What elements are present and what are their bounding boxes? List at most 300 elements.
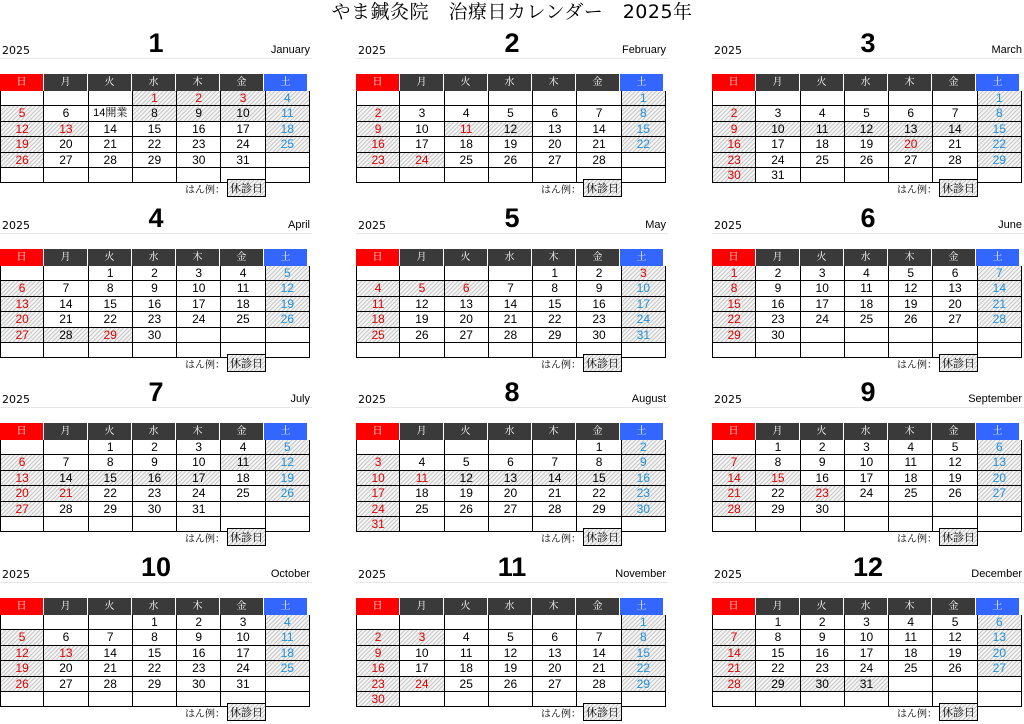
day-cell xyxy=(489,266,533,281)
day-cell: 16 xyxy=(133,297,177,312)
day-cell: 21 xyxy=(933,137,977,152)
week-row xyxy=(0,266,310,281)
month-english-name: May xyxy=(645,219,666,231)
week-row xyxy=(356,122,666,137)
weekday-label: 水 xyxy=(132,249,176,266)
day-cell: 2 xyxy=(177,91,221,106)
day-cell xyxy=(622,343,666,358)
day-cell xyxy=(978,677,1022,692)
day-cell: 25 xyxy=(889,486,933,501)
month-year: 2025 xyxy=(2,568,30,581)
day-cell xyxy=(266,677,310,692)
day-cell: 20 xyxy=(44,661,88,676)
day-cell: 5 xyxy=(266,440,310,455)
day-cell: 11 xyxy=(445,646,489,661)
day-cell xyxy=(89,517,133,532)
day-cell: 3 xyxy=(221,91,265,106)
day-cell: 2 xyxy=(801,615,845,630)
day-cell: 30 xyxy=(801,502,845,517)
weekday-label: 日 xyxy=(356,598,400,615)
month-number: 11 xyxy=(497,552,527,582)
day-cell xyxy=(445,440,489,455)
day-cell: 12 xyxy=(489,122,533,137)
day-cell: 17 xyxy=(756,137,800,152)
day-cell xyxy=(978,692,1022,707)
month-year: 2025 xyxy=(358,393,386,406)
day-cell xyxy=(400,517,444,532)
day-cell: 28 xyxy=(489,328,533,343)
day-cell: 8 xyxy=(978,106,1022,121)
day-cell: 11 xyxy=(266,106,310,121)
day-cell xyxy=(266,328,310,343)
day-cell: 13 xyxy=(44,646,88,661)
week-row xyxy=(712,106,1022,121)
month-number: 7 xyxy=(148,377,164,407)
day-cell: 9 xyxy=(177,106,221,121)
day-cell: 1 xyxy=(978,91,1022,106)
day-cell: 31 xyxy=(356,517,400,532)
day-grid xyxy=(0,91,310,183)
day-cell: 3 xyxy=(756,106,800,121)
weekday-label: 土 xyxy=(976,249,1020,266)
day-cell: 1 xyxy=(89,266,133,281)
day-cell: 8 xyxy=(133,106,177,121)
day-cell xyxy=(756,692,800,707)
day-cell: 28 xyxy=(89,677,133,692)
day-cell: 13 xyxy=(445,297,489,312)
day-grid xyxy=(356,615,666,707)
day-grid xyxy=(712,615,1022,707)
day-cell: 22 xyxy=(622,137,666,152)
day-cell xyxy=(400,266,444,281)
week-row xyxy=(0,677,310,692)
day-cell: 9 xyxy=(712,122,756,137)
day-cell xyxy=(0,168,44,183)
weekday-label: 月 xyxy=(400,74,444,91)
day-cell xyxy=(445,692,489,707)
day-cell xyxy=(221,328,265,343)
weekday-label: 火 xyxy=(800,249,844,266)
day-cell: 23 xyxy=(756,312,800,327)
legend-label: はん例： xyxy=(185,184,225,196)
weekday-header xyxy=(0,249,312,266)
day-cell: 14 xyxy=(89,646,133,661)
day-cell: 22 xyxy=(533,312,577,327)
week-row xyxy=(0,328,310,343)
weekday-label: 木 xyxy=(176,423,220,440)
day-cell xyxy=(489,692,533,707)
weekday-label: 月 xyxy=(400,249,444,266)
day-cell: 1 xyxy=(622,615,666,630)
day-cell xyxy=(0,343,44,358)
day-cell: 18 xyxy=(266,646,310,661)
day-cell: 31 xyxy=(845,677,889,692)
weekday-label: 日 xyxy=(712,74,756,91)
day-cell xyxy=(933,502,977,517)
day-cell: 30 xyxy=(356,692,400,707)
day-cell: 2 xyxy=(756,266,800,281)
month-calendar xyxy=(356,373,668,545)
day-cell: 3 xyxy=(356,455,400,470)
day-grid xyxy=(356,266,666,358)
day-cell: 10 xyxy=(400,646,444,661)
day-cell xyxy=(712,517,756,532)
weekday-header xyxy=(0,423,312,440)
day-cell: 29 xyxy=(133,153,177,168)
weekday-label: 月 xyxy=(756,423,800,440)
day-cell: 17 xyxy=(221,122,265,137)
day-cell xyxy=(933,91,977,106)
day-grid xyxy=(712,91,1022,183)
weekday-label: 月 xyxy=(44,74,88,91)
legend xyxy=(185,703,266,721)
day-cell: 14 xyxy=(712,471,756,486)
day-cell: 17 xyxy=(400,661,444,676)
day-cell: 3 xyxy=(801,266,845,281)
day-cell: 12 xyxy=(489,646,533,661)
day-cell: 15 xyxy=(89,297,133,312)
day-cell: 18 xyxy=(801,137,845,152)
day-cell xyxy=(978,343,1022,358)
day-cell: 7 xyxy=(89,630,133,645)
day-cell: 24 xyxy=(400,677,444,692)
weekday-label: 土 xyxy=(620,249,664,266)
legend-label: はん例： xyxy=(897,533,937,545)
legend-label: はん例： xyxy=(897,708,937,720)
weekday-header xyxy=(356,249,668,266)
day-cell: 13 xyxy=(533,122,577,137)
day-cell: 6 xyxy=(489,455,533,470)
day-cell: 27 xyxy=(44,677,88,692)
month-english-name: August xyxy=(631,393,666,405)
day-cell: 24 xyxy=(756,153,800,168)
day-cell: 2 xyxy=(356,106,400,121)
legend-closed-swatch: 休診日 xyxy=(583,179,622,197)
legend xyxy=(897,703,978,721)
day-cell: 22 xyxy=(89,486,133,501)
day-cell xyxy=(622,692,666,707)
week-row xyxy=(712,502,1022,517)
weekday-label: 木 xyxy=(176,598,220,615)
weekday-label: 土 xyxy=(620,423,664,440)
weekday-label: 水 xyxy=(488,74,532,91)
day-cell: 4 xyxy=(889,615,933,630)
weekday-label: 木 xyxy=(532,423,576,440)
day-cell: 5 xyxy=(933,440,977,455)
day-cell: 13 xyxy=(44,122,88,137)
weekday-label: 木 xyxy=(532,74,576,91)
day-cell: 23 xyxy=(177,137,221,152)
week-row xyxy=(0,630,310,645)
day-cell xyxy=(445,343,489,358)
day-cell: 15 xyxy=(756,471,800,486)
weekday-header xyxy=(712,249,1024,266)
day-cell: 3 xyxy=(622,266,666,281)
day-cell: 16 xyxy=(756,297,800,312)
weekday-label: 月 xyxy=(44,423,88,440)
month-english-name: July xyxy=(290,393,310,405)
day-cell: 13 xyxy=(0,297,44,312)
day-cell xyxy=(756,343,800,358)
day-cell xyxy=(400,343,444,358)
day-cell xyxy=(801,168,845,183)
month-number: 5 xyxy=(504,203,520,233)
day-cell: 5 xyxy=(933,615,977,630)
day-cell: 13 xyxy=(0,471,44,486)
day-cell: 7 xyxy=(978,266,1022,281)
day-cell: 24 xyxy=(801,312,845,327)
day-cell: 18 xyxy=(356,312,400,327)
day-cell: 9 xyxy=(356,646,400,661)
week-row xyxy=(712,312,1022,327)
legend xyxy=(541,703,622,721)
day-cell xyxy=(44,168,88,183)
day-cell: 14 xyxy=(533,471,577,486)
day-cell: 30 xyxy=(177,153,221,168)
day-cell: 11 xyxy=(801,122,845,137)
weekday-label: 金 xyxy=(220,74,264,91)
month-number: 3 xyxy=(860,28,876,58)
day-cell: 27 xyxy=(978,486,1022,501)
day-cell xyxy=(577,615,621,630)
weekday-label: 木 xyxy=(888,249,932,266)
weekday-label: 金 xyxy=(220,423,264,440)
weekday-label: 火 xyxy=(444,74,488,91)
day-cell: 26 xyxy=(400,328,444,343)
month-calendar xyxy=(356,199,668,371)
day-cell: 7 xyxy=(44,455,88,470)
day-cell: 3 xyxy=(400,106,444,121)
month-year: 2025 xyxy=(2,393,30,406)
week-row xyxy=(712,455,1022,470)
day-cell: 18 xyxy=(445,137,489,152)
day-cell: 4 xyxy=(801,106,845,121)
month-calendar xyxy=(356,548,668,720)
day-cell xyxy=(44,615,88,630)
day-cell: 22 xyxy=(89,312,133,327)
day-cell: 14 xyxy=(44,471,88,486)
weekday-label: 火 xyxy=(800,598,844,615)
legend-closed-swatch: 休診日 xyxy=(583,703,622,721)
day-cell: 23 xyxy=(177,661,221,676)
day-cell: 9 xyxy=(801,630,845,645)
day-cell: 10 xyxy=(756,122,800,137)
day-cell: 6 xyxy=(533,630,577,645)
day-cell: 19 xyxy=(400,312,444,327)
day-cell: 27 xyxy=(533,677,577,692)
day-cell xyxy=(44,266,88,281)
month-number: 10 xyxy=(140,552,172,582)
week-row xyxy=(712,266,1022,281)
day-cell xyxy=(89,343,133,358)
weekday-label: 日 xyxy=(0,598,44,615)
day-cell: 27 xyxy=(889,153,933,168)
day-cell xyxy=(622,153,666,168)
day-cell: 4 xyxy=(889,440,933,455)
day-cell: 11 xyxy=(221,281,265,296)
day-cell xyxy=(133,343,177,358)
legend-closed-swatch: 休診日 xyxy=(583,528,622,546)
day-cell: 21 xyxy=(712,661,756,676)
day-cell: 30 xyxy=(801,677,845,692)
day-cell: 19 xyxy=(0,137,44,152)
day-cell: 17 xyxy=(845,646,889,661)
day-cell xyxy=(845,692,889,707)
day-cell: 8 xyxy=(756,630,800,645)
day-cell: 22 xyxy=(133,661,177,676)
day-cell xyxy=(712,615,756,630)
week-row xyxy=(712,137,1022,152)
day-cell: 25 xyxy=(266,137,310,152)
weekday-label: 火 xyxy=(800,423,844,440)
day-cell xyxy=(712,343,756,358)
day-cell: 18 xyxy=(845,297,889,312)
weekday-label: 月 xyxy=(44,249,88,266)
day-cell: 4 xyxy=(445,106,489,121)
week-row xyxy=(0,646,310,661)
month-calendar xyxy=(712,548,1024,720)
day-cell xyxy=(622,517,666,532)
day-cell xyxy=(845,168,889,183)
day-cell xyxy=(89,168,133,183)
weekday-label: 月 xyxy=(44,598,88,615)
legend-label: はん例： xyxy=(541,533,581,545)
week-row xyxy=(0,455,310,470)
month-year: 2025 xyxy=(358,219,386,232)
day-cell: 11 xyxy=(400,471,444,486)
week-row xyxy=(356,153,666,168)
day-cell xyxy=(489,517,533,532)
day-cell xyxy=(933,677,977,692)
week-row xyxy=(356,137,666,152)
day-cell: 17 xyxy=(845,471,889,486)
weekday-label: 金 xyxy=(932,423,976,440)
weekday-label: 木 xyxy=(888,423,932,440)
weekday-label: 木 xyxy=(176,249,220,266)
day-cell: 20 xyxy=(978,471,1022,486)
day-cell: 25 xyxy=(445,677,489,692)
month-calendar xyxy=(712,24,1024,196)
day-cell: 15 xyxy=(622,646,666,661)
day-cell: 17 xyxy=(221,646,265,661)
week-row xyxy=(356,328,666,343)
day-cell: 15 xyxy=(533,297,577,312)
week-row xyxy=(356,615,666,630)
legend-label: はん例： xyxy=(541,359,581,371)
day-cell: 16 xyxy=(177,122,221,137)
day-cell: 1 xyxy=(756,615,800,630)
day-cell: 19 xyxy=(266,297,310,312)
day-cell: 21 xyxy=(577,137,621,152)
week-row xyxy=(712,328,1022,343)
day-cell xyxy=(489,168,533,183)
day-cell xyxy=(445,168,489,183)
day-cell xyxy=(845,91,889,106)
weekday-label: 水 xyxy=(488,423,532,440)
weekday-label: 金 xyxy=(932,598,976,615)
legend-label: はん例： xyxy=(541,184,581,196)
week-row xyxy=(0,91,310,106)
day-cell xyxy=(978,168,1022,183)
day-cell: 28 xyxy=(577,153,621,168)
day-cell: 4 xyxy=(356,281,400,296)
day-cell xyxy=(801,517,845,532)
day-cell: 17 xyxy=(400,137,444,152)
day-cell: 29 xyxy=(89,328,133,343)
month-number: 6 xyxy=(860,203,876,233)
month-calendar xyxy=(356,24,668,196)
day-cell: 12 xyxy=(933,455,977,470)
legend xyxy=(541,179,622,197)
day-cell: 3 xyxy=(400,630,444,645)
day-cell: 30 xyxy=(133,328,177,343)
day-grid xyxy=(356,91,666,183)
day-cell: 17 xyxy=(177,471,221,486)
day-cell xyxy=(978,517,1022,532)
day-cell: 20 xyxy=(533,661,577,676)
weekday-label: 月 xyxy=(756,249,800,266)
month-number: 9 xyxy=(860,377,876,407)
weekday-label: 日 xyxy=(0,423,44,440)
day-cell: 23 xyxy=(356,153,400,168)
day-cell: 25 xyxy=(889,661,933,676)
day-cell: 26 xyxy=(489,677,533,692)
day-cell: 12 xyxy=(889,281,933,296)
day-cell xyxy=(356,615,400,630)
day-cell: 20 xyxy=(445,312,489,327)
day-cell: 6 xyxy=(978,615,1022,630)
day-cell: 9 xyxy=(356,122,400,137)
day-cell: 10 xyxy=(177,281,221,296)
weekday-label: 水 xyxy=(488,598,532,615)
day-cell: 23 xyxy=(801,661,845,676)
weekday-label: 月 xyxy=(756,598,800,615)
day-cell: 27 xyxy=(933,312,977,327)
day-cell xyxy=(0,440,44,455)
day-cell: 27 xyxy=(445,328,489,343)
day-cell: 17 xyxy=(622,297,666,312)
day-cell xyxy=(400,168,444,183)
month-english-name: February xyxy=(621,44,666,56)
day-cell: 19 xyxy=(889,297,933,312)
day-cell: 29 xyxy=(978,153,1022,168)
day-cell: 26 xyxy=(933,486,977,501)
month-number: 4 xyxy=(148,203,164,233)
day-cell: 12 xyxy=(933,630,977,645)
day-cell: 30 xyxy=(756,328,800,343)
day-cell xyxy=(445,266,489,281)
day-cell xyxy=(801,328,845,343)
weekday-label: 日 xyxy=(356,249,400,266)
day-cell: 19 xyxy=(933,646,977,661)
weekday-header xyxy=(712,423,1024,440)
day-cell: 5 xyxy=(445,455,489,470)
day-cell: 4 xyxy=(221,266,265,281)
day-cell: 6 xyxy=(0,455,44,470)
day-cell: 28 xyxy=(89,153,133,168)
weekday-label: 土 xyxy=(264,74,308,91)
day-cell: 18 xyxy=(445,661,489,676)
weekday-label: 金 xyxy=(576,74,620,91)
day-cell: 26 xyxy=(266,312,310,327)
day-cell: 1 xyxy=(89,440,133,455)
weekday-label: 金 xyxy=(576,249,620,266)
weekday-label: 日 xyxy=(712,598,756,615)
day-cell xyxy=(445,615,489,630)
day-cell xyxy=(489,91,533,106)
legend xyxy=(897,528,978,546)
weekday-label: 月 xyxy=(400,423,444,440)
